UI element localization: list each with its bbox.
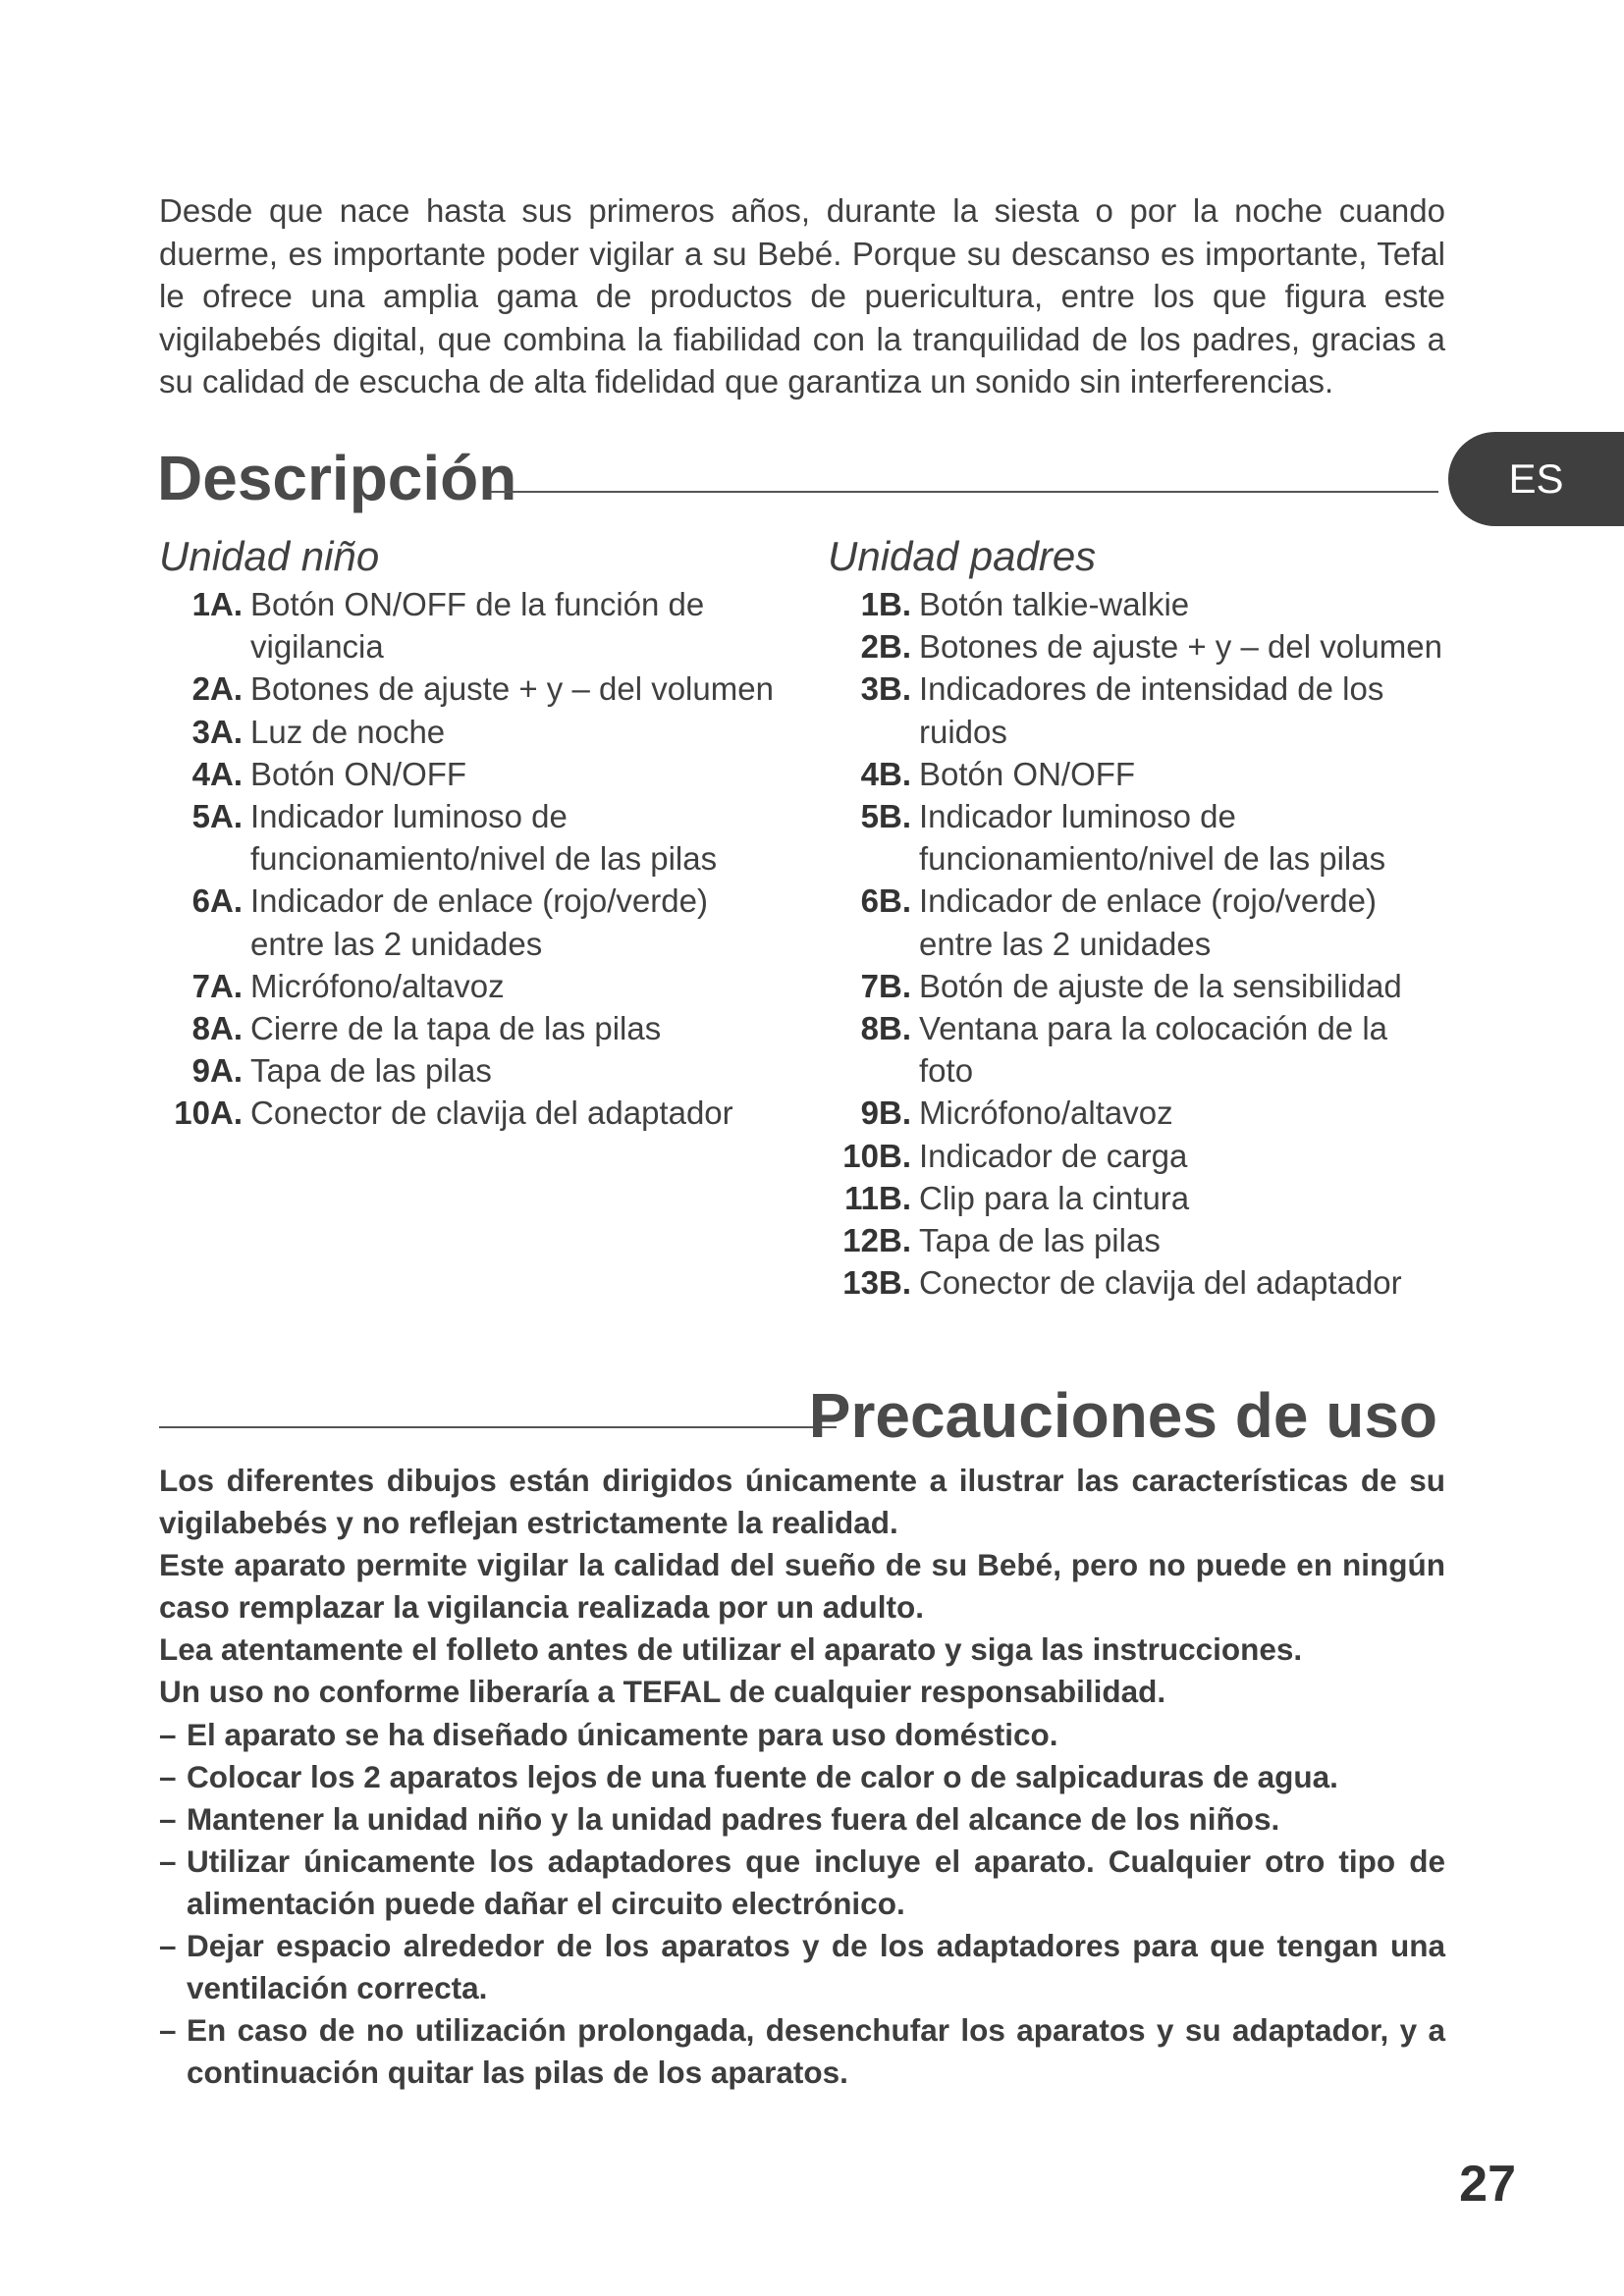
precaution-paragraph: Un uso no conforme liberaría a TEFAL de cualquier responsabilidad. [159,1674,1166,1710]
list-item [828,795,1446,880]
list-item [828,1177,1446,1219]
item-number: 5B. [860,798,911,835]
description-heading: Descripción [157,443,517,513]
parent-unit-list [828,583,1446,1304]
item-number: 8A. [191,1010,243,1047]
list-item [828,1007,1446,1092]
list-item [159,711,787,753]
item-text: Indicador de carga [919,1137,1188,1174]
item-number: 3B. [860,670,911,708]
item-text: Conector de clavija del adaptador [919,1264,1402,1302]
precautions-heading-rule [159,1426,837,1428]
precaution-paragraph: Los diferentes dibujos están dirigidos únicamente a ilustrar las características de su vigilabebés y no reflejan estrictamente la realidad. [159,1463,1445,1541]
precaution-bullet [159,1798,1445,1841]
bullet-text: En caso de no utilización prolongada, desenchufar los aparatos y su adaptador, y a continuación quitar las pilas de los aparatos. [187,2012,1445,2091]
child-unit-column [159,530,787,1135]
language-tab: ES [1448,432,1624,526]
item-text: Micrófono/altavoz [250,967,505,1004]
item-text: Conector de clavija del adaptador [250,1095,733,1132]
precaution-bullet [159,1925,1445,2009]
precaution-paragraph: Este aparato permite vigilar la calidad del sueño de su Bebé, pero no puede en ningún caso remplazar la vigilancia realizada por un adulto. [159,1547,1445,1626]
bullet-dash: – [159,2012,177,2049]
item-number: 10A. [174,1095,243,1132]
item-number: 9A. [191,1052,243,1090]
precaution-bullet [159,1841,1445,1925]
item-text: Ventana para la colocación de la foto [919,1010,1388,1090]
item-text: Cierre de la tapa de las pilas [250,1010,662,1047]
list-item [828,880,1446,964]
item-number: 5A. [191,798,243,835]
bullet-text: El aparato se ha diseñado únicamente para uso doméstico. [187,1716,1058,1752]
item-number: 11B. [844,1179,911,1216]
parent-unit-title: Unidad padres [828,533,1097,579]
item-text: Indicadores de intensidad de los ruidos [919,670,1384,750]
list-item [828,1219,1446,1261]
child-unit-list [159,583,787,1135]
precautions-heading: Precauciones de uso [808,1380,1437,1451]
list-item [828,753,1446,795]
list-item [828,1261,1446,1304]
list-item [159,1007,787,1049]
list-item [828,583,1446,625]
item-text: Botones de ajuste + y – del volumen [919,628,1442,666]
item-number: 10B. [842,1137,911,1174]
list-item [159,880,787,964]
item-number: 9B. [860,1095,911,1132]
list-item [828,1092,1446,1134]
item-number: 7A. [191,967,243,1004]
item-number: 4A. [191,755,243,792]
item-text: Botones de ajuste + y – del volumen [250,670,774,708]
list-item [828,625,1446,667]
precautions-bullets [159,1714,1445,2095]
bullet-dash: – [159,1758,177,1794]
bullet-text: Utilizar únicamente los adaptadores que incluye el aparato. Cualquier otro tipo de alimentación puede dañar el circuito electrónico. [187,1842,1445,1921]
parent-unit-column [828,530,1446,1304]
description-heading-rule [491,491,1438,493]
bullet-dash: – [159,1928,177,1964]
item-number: 2B. [860,628,911,666]
bullet-dash: – [159,1800,177,1837]
item-text: Indicador de enlace (rojo/verde) entre las 2 unidades [919,882,1377,962]
precaution-bullet [159,2009,1445,2094]
bullet-dash: – [159,1842,177,1879]
list-item [828,667,1446,752]
precaution-bullet [159,1714,1445,1756]
child-unit-title: Unidad niño [159,533,380,579]
item-text: Indicador luminoso de funcionamiento/nivel de las pilas [919,798,1386,878]
precautions-paragraphs [159,1460,1445,1714]
item-text: Clip para la cintura [919,1179,1190,1216]
item-text: Botón ON/OFF [919,755,1136,792]
bullet-text: Colocar los 2 aparatos lejos de una fuente de calor o de salpicaduras de agua. [187,1758,1338,1794]
item-number: 1B. [860,586,911,622]
list-item [159,753,787,795]
item-text: Micrófono/altavoz [919,1095,1173,1132]
precautions-body [159,1460,1445,2094]
item-number: 6A. [191,882,243,920]
list-item [159,965,787,1007]
item-number: 12B. [842,1222,911,1259]
item-number: 3A. [191,713,243,750]
list-item [828,1135,1446,1177]
item-text: Indicador de enlace (rojo/verde) entre las 2 unidades [250,882,708,962]
list-item [159,583,787,667]
item-number: 4B. [860,755,911,792]
item-text: Luz de noche [250,713,446,750]
precaution-paragraph: Lea atentamente el folleto antes de utilizar el aparato y siga las instrucciones. [159,1631,1303,1668]
bullet-text: Dejar espacio alrededor de los aparatos y de los adaptadores para que tengan una ventilación correcta. [187,1928,1445,2006]
bullet-text: Mantener la unidad niño y la unidad padres fuera del alcance de los niños. [187,1800,1280,1837]
list-item [828,965,1446,1007]
item-number: 7B. [860,967,911,1004]
item-text: Botón de ajuste de la sensibilidad [919,967,1402,1004]
intro-paragraph: Desde que nace hasta sus primeros años, durante la siesta o por la noche cuando duerme, es importante poder vigilar a su Bebé. Porque su descanso es importante, Tefal le ofrece una amplia gama de productos de puericultura, entre los que figura este vigilabebés digital, que combina la fiabilidad con la tranquilidad de los padres, gracias a su calidad de escucha de alta fidelidad que garantiza un sonido sin interferencias. [159,192,1445,400]
bullet-dash: – [159,1716,177,1752]
list-item [159,667,787,710]
list-item [159,1092,787,1134]
page-number: 27 [1459,2156,1516,2213]
item-number: 2A. [191,670,243,708]
item-text: Botón talkie-walkie [919,586,1190,622]
list-item [159,795,787,880]
item-text: Tapa de las pilas [919,1222,1161,1259]
item-text: Indicador luminoso de funcionamiento/nivel de las pilas [250,798,718,878]
item-text: Tapa de las pilas [250,1052,492,1090]
item-number: 1A. [191,586,243,622]
item-number: 13B. [842,1264,911,1302]
item-text: Botón ON/OFF [250,755,467,792]
item-number: 6B. [860,882,911,920]
precaution-bullet [159,1756,1445,1798]
item-text: Botón ON/OFF de la función de vigilancia [250,586,705,666]
item-number: 8B. [860,1010,911,1047]
list-item [159,1049,787,1092]
